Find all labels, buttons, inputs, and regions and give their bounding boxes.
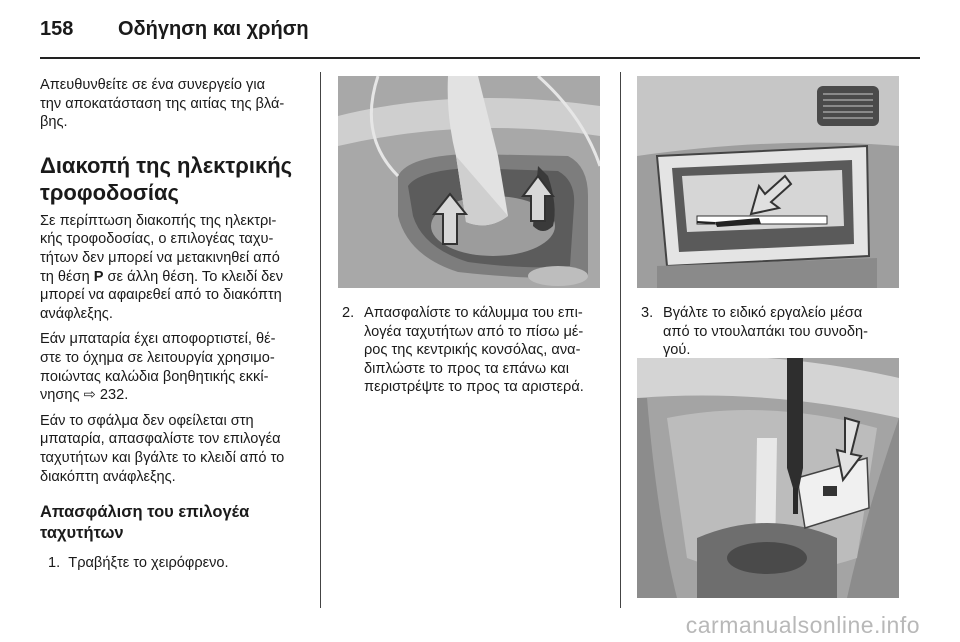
column-divider-right — [620, 72, 621, 608]
step-number: 2. — [342, 305, 355, 321]
text-line: νησης — [40, 387, 84, 404]
figure-gear-selector-illustration — [338, 76, 600, 288]
text-line: μπορεί να αφαιρεθεί από το διακόπτη — [40, 287, 282, 304]
figure-tool-insertion-illustration — [637, 358, 899, 598]
step-1 — [40, 554, 306, 573]
section-heading-power-failure — [40, 152, 306, 206]
text-line: σε άλλη θέση. Το κλειδί δεν — [103, 268, 284, 285]
text-line: διπλώστε το προς τα επάνω και — [364, 360, 569, 377]
heading-line: ταχυτήτων — [40, 524, 124, 543]
heading-line: Απασφάλιση του επιλογέα — [40, 503, 250, 522]
text-line: στε το όχημα σε λειτουργία χρησιμο- — [40, 349, 275, 366]
text-line: την αποκατάσταση της αιτίας της βλά- — [40, 95, 285, 112]
step-text — [364, 304, 584, 397]
section-heading-selector-release — [40, 502, 306, 544]
text-line: διακόπτη ανάφλεξης. — [40, 468, 176, 485]
text-line: ρος της κεντρικής κονσόλας, ανα- — [364, 342, 581, 359]
reference-page-link[interactable]: 232. — [95, 387, 129, 404]
header-divider — [40, 57, 920, 59]
watermark: carmanualsonline.info — [685, 612, 920, 638]
text-line: Απευθυνθείτε σε ένα συνεργείο για — [40, 77, 266, 93]
gear-position-p: P — [93, 268, 104, 285]
column-1 — [40, 76, 306, 580]
heading-line: τροφοδοσίας — [40, 179, 179, 205]
figure-tool-insertion — [637, 358, 899, 598]
text-line: λογέα ταχυτήτων από το πίσω μέ- — [364, 323, 584, 340]
page-number: 158 — [40, 18, 74, 40]
step-text — [663, 304, 868, 360]
step-number: 3. — [641, 305, 654, 321]
text-line: κής τροφοδοσίας, ο επιλογέας ταχυ- — [40, 231, 274, 248]
page-header — [40, 14, 920, 62]
text-line: βης. — [40, 114, 68, 131]
battery-paragraph — [40, 330, 306, 404]
step-2 — [342, 304, 610, 400]
text-line: μπαταρία, απασφαλίστε τον επιλογέα — [40, 431, 281, 448]
figure-gear-selector-cover — [338, 76, 600, 288]
text-line: από το ντουλαπάκι του συνοδη- — [663, 323, 868, 340]
text-line: ταχυτήτων και βγάλτε το κλειδί από το — [40, 449, 285, 466]
step-3 — [641, 304, 901, 362]
text-line: Σε περίπτωση διακοπής της ηλεκτρι- — [40, 212, 277, 229]
text-line: τήτων δεν μπορεί να μετακινηθεί από — [40, 249, 280, 266]
text-line: ποιώντας καλώδια βοηθητικής εκκί- — [40, 368, 269, 385]
step-text: Τραβήξτε το χειρόφρενο. — [68, 555, 229, 572]
power-failure-paragraph — [40, 212, 306, 324]
text-line: Εάν μπαταρία έχει αποφορτιστεί, θέ- — [40, 331, 276, 348]
heading-line: Διακοπή της ηλεκτρικής — [40, 152, 293, 178]
text-line: περιστρέψτε το προς τα αριστερά. — [364, 379, 584, 396]
page-title: Οδήγηση και χρήση — [118, 18, 309, 40]
reference-arrow-icon[interactable]: ⇨ — [83, 387, 96, 404]
text-line: γού. — [663, 342, 691, 359]
text-line: Εάν το σφάλμα δεν οφείλεται στη — [40, 412, 254, 429]
text-line: τη θέση — [40, 268, 94, 285]
intro-paragraph — [40, 76, 306, 132]
column-divider-left — [320, 72, 321, 608]
fault-paragraph — [40, 412, 306, 486]
figure-glovebox-illustration — [637, 76, 899, 288]
text-line: Απασφαλίστε το κάλυμμα του επι- — [364, 305, 583, 321]
text-line: ανάφλεξης. — [40, 305, 113, 322]
text-line: Βγάλτε το ειδικό εργαλείο μέσα — [663, 305, 863, 321]
figure-glovebox-tool — [637, 76, 899, 288]
step-number: 1. — [48, 555, 61, 572]
